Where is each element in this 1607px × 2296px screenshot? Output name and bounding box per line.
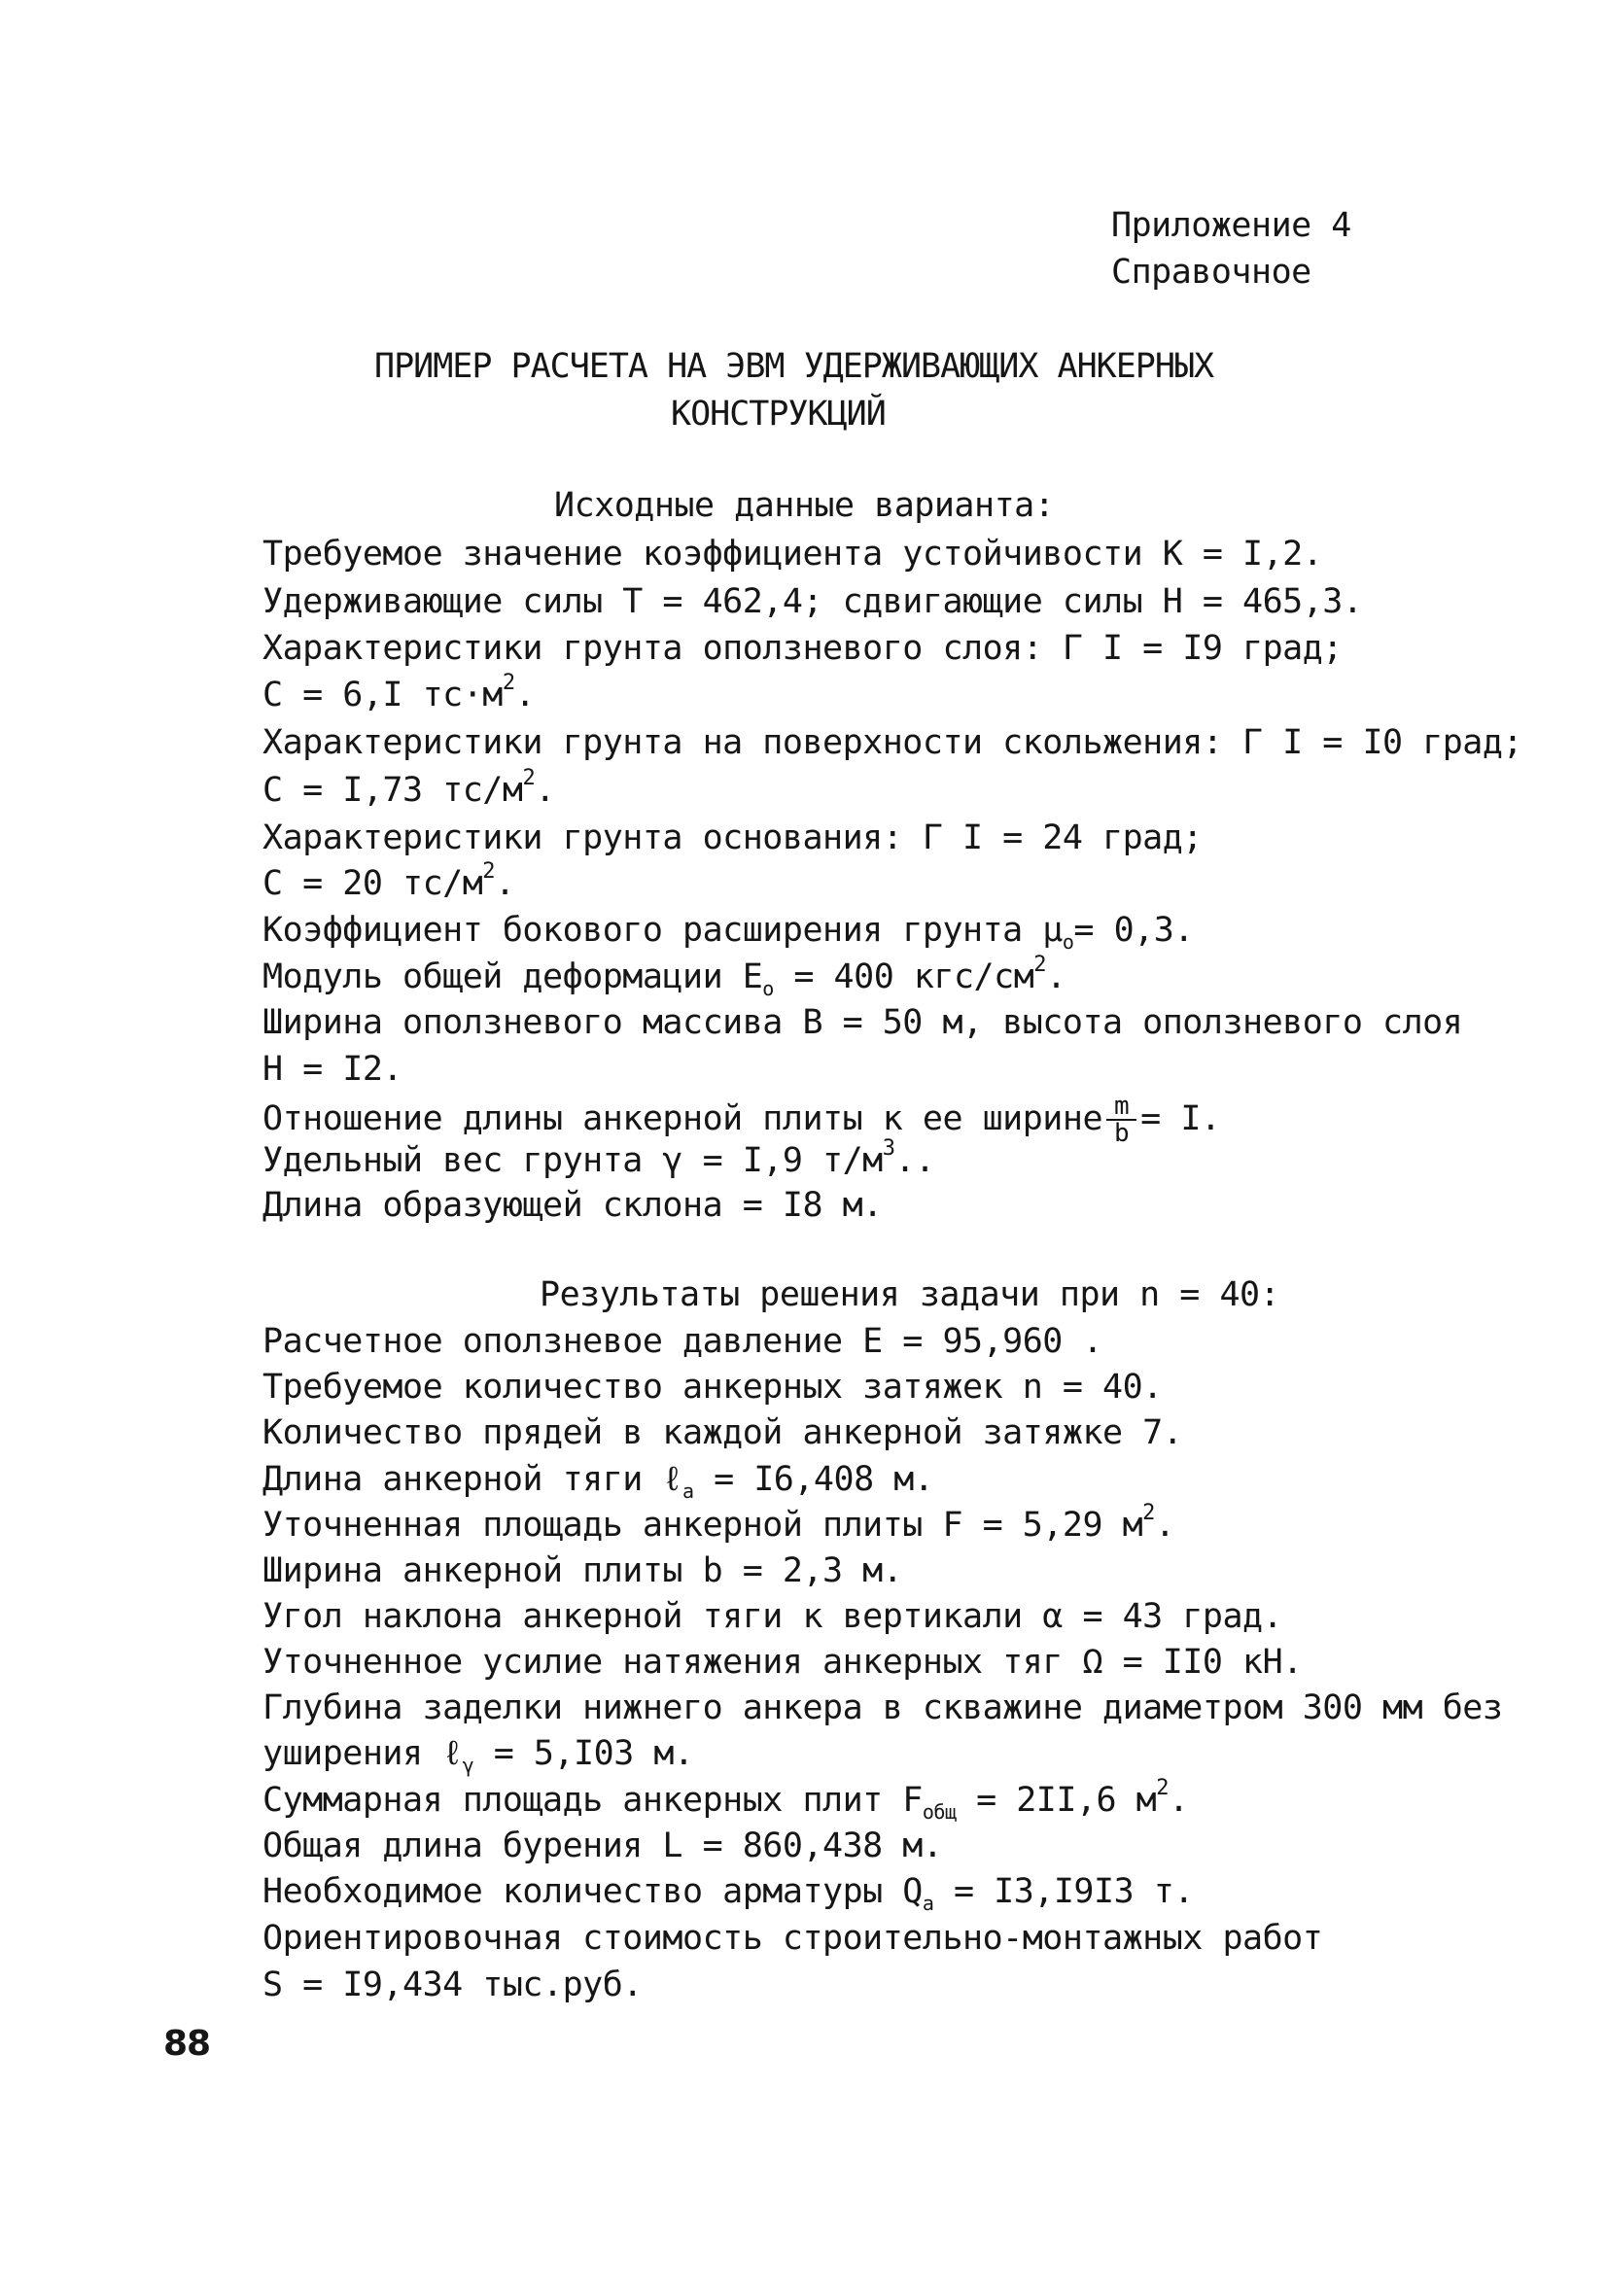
subscript: a — [681, 1479, 694, 1503]
subscript: γ — [462, 1754, 474, 1777]
input-line: Ширина оползневого массива В = 50 м, высота оползневого слоя — [262, 1003, 1463, 1042]
text-part: = 400 кгс/см — [773, 957, 1034, 996]
result-line: Уточненное усилие натяжения анкерных тяг Ω = II0 кН. — [262, 1643, 1303, 1682]
superscript: 2 — [1033, 953, 1047, 977]
page-number: 88 — [163, 2024, 211, 2064]
result-line: S = I9,434 тыс.руб. — [262, 1966, 643, 2004]
text-part: = 0,3. — [1073, 911, 1194, 950]
text-part: Суммарная площадь анкерных плит F — [262, 1781, 923, 1820]
page-title: ПРИМЕР РАСЧЕТА НА ЭВМ УДЕРЖИВАЮЩИХ АНКЕРНЫХ — [374, 347, 1214, 386]
text-part: Длина анкерной тяги ℓ — [262, 1460, 682, 1499]
text-part: .. — [894, 1141, 935, 1180]
input-line: Требуемое значение коэффициента устойчивости К = I,2. — [262, 535, 1323, 574]
subscript: a — [922, 1892, 934, 1915]
text-part: Удельный вес грунта γ = I,9 т/м — [262, 1141, 883, 1180]
input-line — [262, 766, 555, 812]
result-line: Ориентировочная стоимость строительно-монтажных работ — [262, 1919, 1323, 1958]
text-part: = 2II,6 м — [956, 1781, 1157, 1820]
text-part: = I3,I9I3 т. — [933, 1872, 1194, 1911]
result-line: Общая длина бурения L = 860,438 м. — [262, 1826, 943, 1865]
text-part: . — [1046, 957, 1066, 996]
subscript: общ — [922, 1800, 957, 1824]
text-part: . — [514, 676, 536, 714]
input-line: Удерживающие силы Т = 462,4; сдвигающие силы Н = 465,3. — [262, 582, 1363, 621]
input-line: Длина образующей склона = I8 м. — [262, 1186, 883, 1225]
text-part: Отношение длины анкерной плиты к ее ширине — [262, 1099, 1103, 1138]
results-heading: Результаты решения задачи при n = 40: — [540, 1275, 1280, 1314]
text-part: . — [495, 864, 515, 903]
text-part: . — [1168, 1781, 1189, 1820]
superscript: 2 — [502, 671, 515, 695]
text-part: = I. — [1140, 1099, 1221, 1138]
result-line — [262, 1458, 933, 1501]
result-line — [262, 1732, 694, 1775]
text-part: С = I,73 тс/м — [262, 771, 523, 810]
superscript: 2 — [482, 859, 496, 884]
result-line — [262, 1501, 1175, 1547]
page-title-continued: КОНСТРУКЦИЙ — [671, 395, 886, 434]
fraction — [1106, 1094, 1136, 1146]
input-line: Характеристики грунта на поверхности скольжения: Г I = I0 град; — [262, 723, 1523, 762]
text-part: С = 20 тс/м — [262, 864, 483, 903]
text-part: Модуль общей деформации Е — [262, 957, 763, 996]
text-part: С = 6,I тс·м — [262, 676, 503, 714]
result-line: Расчетное оползневое давление Е = 95,960 . — [262, 1322, 1103, 1361]
superscript: 2 — [522, 766, 536, 790]
text-part: = 5,I03 м. — [473, 1734, 694, 1773]
fraction-denominator: b — [1114, 1119, 1130, 1148]
input-line — [262, 953, 1066, 1000]
result-line: Ширина анкерной плиты b = 2,3 м. — [262, 1551, 903, 1590]
text-part: Уточненная площадь анкерной плиты F = 5,29 м — [262, 1506, 1143, 1545]
result-line: Угол наклона анкерной тяги к вертикали α = 43 град. — [262, 1597, 1283, 1636]
appendix-label: Приложение 4 — [1111, 206, 1351, 245]
subscript: o — [762, 977, 774, 1000]
input-line — [262, 909, 1194, 952]
superscript: 2 — [1142, 1501, 1155, 1525]
input-line — [262, 671, 536, 716]
input-line: Характеристики грунта основания: Г I = 24 град; — [262, 818, 1203, 857]
superscript: 2 — [1156, 1776, 1169, 1800]
input-line: Характеристики грунта оползневого слоя: Г I = I9 град; — [262, 629, 1343, 668]
input-line: Н = I2. — [262, 1050, 403, 1089]
input-line — [262, 859, 515, 905]
text-part: Коэффициент бокового расширения грунта μ — [262, 911, 1063, 950]
result-line — [262, 1870, 1194, 1913]
input-line — [262, 1136, 935, 1182]
text-part: = I6,408 м. — [693, 1460, 934, 1499]
text-part: . — [1154, 1506, 1175, 1545]
input-heading: Исходные данные варианта: — [554, 486, 1055, 525]
text-part: Необходимое количество арматуры Q — [262, 1872, 923, 1911]
subscript: o — [1062, 930, 1074, 954]
result-line: Требуемое количество анкерных затяжек n = 40. — [262, 1368, 1163, 1407]
superscript: 3 — [882, 1136, 895, 1161]
text-part: . — [535, 771, 555, 810]
appendix-type: Справочное — [1111, 253, 1311, 292]
input-line — [262, 1094, 1220, 1146]
result-line — [262, 1776, 1189, 1824]
fraction-numerator: m — [1106, 1094, 1136, 1121]
text-part: уширения ℓ — [262, 1734, 463, 1773]
result-line: Количество прядей в каждой анкерной затяжке 7. — [262, 1413, 1183, 1452]
result-line: Глубина заделки нижнего анкера в скважине диаметром 300 мм без — [262, 1688, 1503, 1727]
